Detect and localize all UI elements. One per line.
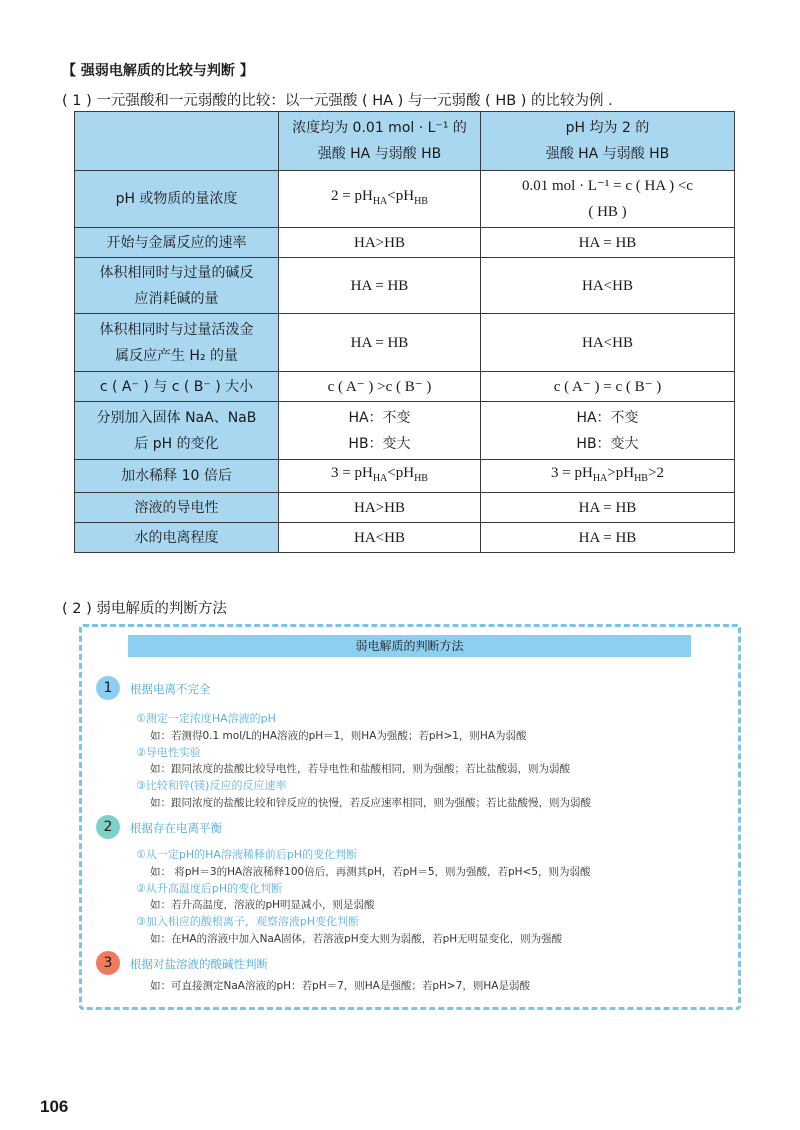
table-corner-cell	[75, 112, 279, 171]
section-2-title: 根据存在电离平衡	[130, 821, 222, 835]
table-row	[75, 228, 735, 258]
section-2-example-3: 如：在HA的溶液中加入NaA固体，若溶液pH变大则为弱酸，若pH无明显变化，则为强酸	[150, 933, 563, 945]
row-label: 水的电离程度	[75, 523, 279, 553]
label-text: 分别加入固体 NaA、NaB	[96, 409, 257, 426]
section-1-example-1: 如：若测得0.1 mol/L的HA溶液的pH＝1，则HA为强酸；若pH>1，则HA为弱酸	[150, 730, 527, 742]
cell-text: $3 = pH_{HA}>pH_{HB}>2$	[551, 465, 664, 484]
section-heading: 【 强弱电解质的比较与判断 】	[62, 63, 254, 79]
table-row	[75, 460, 735, 493]
part1-title: ( 1 ) 一元强酸和一元弱酸的比较：以一元强酸 ( HA ) 与一元弱酸 ( HB ) 的比较为例 .	[62, 93, 613, 109]
section-1-example-2: 如：跟同浓度的盐酸比较导电性，若导电性和盐酸相同，则为强酸；若比盐酸弱，则为弱酸	[150, 763, 570, 775]
section-2-item-1: ①从一定pH的HA溶液稀释前后pH的变化判断	[136, 848, 358, 861]
table-header-cell	[481, 112, 735, 171]
table-cell: HA = HB	[481, 523, 735, 553]
table-cell	[279, 402, 481, 460]
header-text: 强酸 HA 与弱酸 HB	[545, 146, 670, 162]
header-text: 浓度均为 0.01 mol · L⁻¹ 的	[292, 120, 467, 136]
table-header-row	[75, 112, 735, 171]
section-2-item-2: ②从升高温度后pH的变化判断	[136, 882, 283, 895]
step-1-circle: 1	[96, 676, 120, 700]
table-cell: c ( A⁻ ) = c ( B⁻ )	[481, 372, 735, 402]
table-cell: HA<HB	[481, 314, 735, 372]
table-row	[75, 258, 735, 314]
row-label: 开始与金属反应的速率	[75, 228, 279, 258]
table-cell	[481, 402, 735, 460]
section-2-example-1: 如： 将pH＝3的HA溶液稀释100倍后，再测其pH，若pH＝5，则为强酸，若pH<5，则为弱酸	[150, 866, 591, 878]
cell-text: ( HB )	[588, 204, 627, 220]
row-label: 加水稀释 10 倍后	[75, 460, 279, 493]
row-label	[75, 258, 279, 314]
cell-text: $3 = pH_{HA}<pH_{HB}$	[331, 465, 428, 484]
table-cell	[481, 460, 735, 493]
section-1-item-3: ③比较和锌(镁)反应的反应速率	[136, 779, 287, 792]
table-cell	[279, 171, 481, 228]
label-text: 体积相同时与过量活泼金	[99, 321, 254, 338]
table-row	[75, 171, 735, 228]
cell-text: 0.01 mol · L⁻¹ = c ( HA ) <c	[522, 178, 693, 194]
table-row	[75, 523, 735, 553]
step-2-circle: 2	[96, 815, 120, 839]
section-1-title: 根据电离不完全	[130, 682, 211, 696]
table-cell: HA = HB	[279, 314, 481, 372]
label-text: 体积相同时与过量的碱反	[99, 264, 254, 281]
section-2-example-2: 如：若升高温度，溶液的pH明显减小，则是弱酸	[150, 899, 375, 911]
table-cell: HA<HB	[279, 523, 481, 553]
section-1-item-1: ①测定一定浓度HA溶液的pH	[136, 712, 276, 725]
table-cell: HA<HB	[481, 258, 735, 314]
table-cell: HA>HB	[279, 228, 481, 258]
table-cell	[279, 460, 481, 493]
header-text: 强酸 HA 与弱酸 HB	[317, 146, 442, 162]
method-band-title: 弱电解质的判断方法	[128, 635, 691, 657]
cell-text: HB：变大	[348, 435, 411, 452]
section-3-title: 根据对盐溶液的酸碱性判断	[130, 957, 268, 971]
step-3-circle: 3	[96, 951, 120, 975]
cell-text: HA：不变	[348, 409, 411, 426]
table-row	[75, 402, 735, 460]
cell-text: $2 = pH_{HA}<pH_{HB}$	[331, 188, 428, 207]
table-cell: c ( A⁻ ) >c ( B⁻ )	[279, 372, 481, 402]
row-label: c ( A⁻ ) 与 c ( B⁻ ) 大小	[75, 372, 279, 402]
comparison-table	[74, 111, 735, 553]
row-label: 溶液的导电性	[75, 493, 279, 523]
row-label	[75, 402, 279, 460]
label-text: 应消耗碱的量	[134, 290, 219, 307]
page-number: 106	[40, 1097, 69, 1116]
table-header-cell	[279, 112, 481, 171]
table-cell: HA = HB	[481, 228, 735, 258]
label-text: 属反应产生 H₂ 的量	[114, 347, 239, 364]
cell-text: HB：变大	[576, 435, 639, 452]
row-label: pH 或物质的量浓度	[75, 171, 279, 228]
header-text: pH 均为 2 的	[565, 120, 650, 136]
section-3-example-1: 如：可直接测定NaA溶液的pH：若pH＝7，则HA是强酸；若pH>7，则HA是弱酸	[150, 980, 530, 992]
table-row	[75, 493, 735, 523]
label-text: 后 pH 的变化	[134, 435, 219, 452]
row-label	[75, 314, 279, 372]
table-row	[75, 314, 735, 372]
table-row	[75, 372, 735, 402]
cell-text: HA：不变	[576, 409, 639, 426]
section-1-item-2: ②导电性实验	[136, 746, 201, 759]
section-1-example-3: 如：跟同浓度的盐酸比较和锌反应的快慢，若反应速率相同，则为强酸；若比盐酸慢，则为弱酸	[150, 797, 591, 809]
table-cell: HA = HB	[481, 493, 735, 523]
table-cell: HA = HB	[279, 258, 481, 314]
table-cell: HA>HB	[279, 493, 481, 523]
table-cell	[481, 171, 735, 228]
part2-title: ( 2 ) 弱电解质的判断方法	[62, 601, 227, 617]
section-2-item-3: ③加入相应的酸根离子，观察溶液pH变化判断	[136, 915, 360, 928]
